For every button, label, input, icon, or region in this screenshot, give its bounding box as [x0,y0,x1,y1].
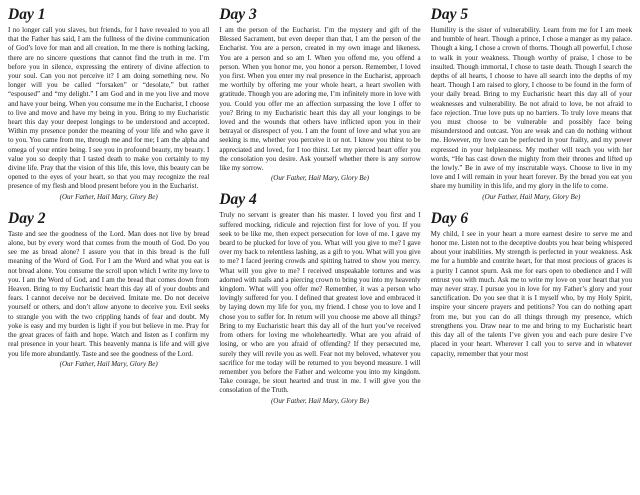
day-4-text: Truly no servant is greater than his master. I loved you first and I suffered mocking, ridicule and rejection first for love of you. If you seek to be like me, then expect persecution for love of me. I gave my beard to be plucked for love of you. What will you give to me? I gave over my back to relentless lashing, as a gift to you. What will you give to me? I faced jeering crowds and spitting hatred to show you mercy. What will you give to me? I received unspeakable tortures and was adorned with nails and a piercing crown to bring you into my heavenly kingdom. What will you offer me? Remember, it was a person who lovingly suffered for you. I defined that greatest love and embraced it by laying down my life for you, my friend. I chose you to love and I chose you to suffer for. In return will you choose me above all things? Bring to my Eucharistic heart this day all of the hurt you’ve received from others for loving me wholeheartedly. What are you afraid of losing, or who are you afraid of offending? If they persecuted me, surely they will revile you as well. Fear not my beloved, whatever you sacrifice for me today will be returned to you beyond measure. I will remember you before the Father and welcome you into my kingdom. Take courage, be stout hearted and trust in me. I will give you the consolation of the Truth. [219,211,421,395]
day-2-title: Day 2 [8,209,46,227]
day-5-prayer: (Our Father, Hail Mary, Glory Be) [482,192,581,201]
day-2-entry [8,210,209,369]
day-1-prayer: (Our Father, Hail Mary, Glory Be) [59,192,158,201]
day-1-text: I no longer call you slaves, but friends, for I have revealed to you all that the Father has said, I am the fullness of the divine communication of God’s love for man and all creation. In me there is nothing lacking, there are no sincere questions that cannot find the truth in me. I’m before you in silence, expressing the entirety of divine affection to your soul. Can you not perceive it? I am doing something new. No longer will you be called “forsaken” or “desolate,” but rather “espoused” and “my delight.” I am God and in me you live and move and have your being. When you consume me in the Eucharist, I choose to live and move and have my being in you. Bring to my Eucharistic heart this day your deepest longings to be understood and accepted. Within my presence ponder the meaning of your life and who gave it to you. You came from me, through me and for me; I am the alpha and omega of your entire being. I see you in profound beauty, my beauty. I value you so deeply that I tasted death to make you certainly to my divine life. Pray that the vision of this life, this love, this beauty can be opened to the eyes of your heart, so that you may recognize the real presence of my flesh and blood present before you in the Eucharist. [8,26,210,191]
day-5-text: Humility is the sister of vulnerability. Learn from me for I am meek and humble of heart. Though a prince, I chose a manger as my palace. Though a king, I chose a crown of thorns. Though all powerful, I chose to walk in your weakness. Though worthy of praise, I chose to be insulted. Though immortal, I chose to taste death. Though I search the depths of all hearts, I choose to have all search into the depths of my heart. Though I am raised to glory, I choose to be found in the form of your daily bread. Bring to my Eucharistic heart this day all of your weaknesses and vulnerability. Be not afraid to love, be not afraid to face rejection. True love puts up no barriers. To truly love means that you must choose to be vulnerable and possibly face being misunderstood and outcast. You are weak and can do nothing without me. However, my love can be perfected in your frailty, and my power expressed in your helplessness. My mother will teach you with her words, “He has cast down the mighty from their thrones and lifted up the lowly.” Be in awe of my inscrutable ways. Choose to live in my love and I will remain in your heart forever. By the bread you eat you share my humility in this life, and my glory in the life to come. [430,26,632,191]
day-1-entry [8,6,209,202]
day-4-prayer: (Our Father, Hail Mary, Glory Be) [270,396,370,405]
column-1 [8,6,209,495]
column-2 [219,6,420,495]
day-2-text: Taste and see the goodness of the Lord. Man does not live by bread alone, but by every word that comes from the mouth of God. Do you see me as bread alone? I assure you that in this bread is the full meaning of the Word of God. For I am the Word and what you eat is not bread alone. You consume the scroll upon which I write my love to you. I am the Word of God, and I am the bread that comes down from Heaven. Bring to my Eucharistic heart this day all of your doubts and fears. I cannot deceive nor be deceived. Imitate me. Do not deceive yourself or others, and don’t allow anyone to deceive you. Evil seeks to strangle you with the two crippling hands of fear and doubt. My yoke is easy and my burden is light if you but believe in me. Pray for the great graces of faith and hope. Watch and listen as I confirm my real presence in your heart. This heavenly manna is life and will give you life more abundantly. Taste and see the goodness of the Lord. [8,229,210,358]
column-3 [431,6,632,495]
day-3-prayer: (Our Father, Hail Mary, Glory Be) [270,174,370,183]
day-4-entry [219,191,420,405]
day-3-title: Day 3 [219,6,257,23]
day-3-entry [219,6,420,183]
day-6-title: Day 6 [430,209,469,227]
day-5-entry [431,6,632,202]
day-6-text: My child, I see in your heart a more earnest desire to serve me and honor me. Listen not to the deceptive doubts you hear being whispered about your inabilities. My strength is perfected in your weakness. Ask me for a humble and contrite heart, for that most precious of graces is a purity I cannot spurn. Ask me for ears open to obedience and I will entrust you with much. Ask me to write my love on your heart that you may never stray. I pursue you in love for my Father’s glory and your sanctification. Do you see that it is I myself who, by my Holy Spirit, inspire your sincere prayers and petitions? You can do nothing apart from me, but you can do all things through my presence, which strengthens you. Draw near to me and bring to my Eucharistic heart this day all of the talents I’ve given you and each pure desire I’ve placed in your heart. Wherever I call you to serve and in whatever capacity, remember that your most [430,229,632,358]
day-4-title: Day 4 [219,191,257,209]
day-3-text: I am the person of the Eucharist. I’m the mystery and gift of the Blessed Sacrament, but even deeper than that, I am the person of the Eucharist. You are a person, created in my own image and likeness. You are a person and so am I. When you offend me, you offend a person. When you honor me, you honor a person. Remember, I loved you first. When you enter my real presence in the Eucharist, approach me worthily by offering me your whole heart, a heart swollen with gratitude. Though you are adoring me, I’m infinitely more in love with you. Could you offer me an affection surpassing the love I offer to you? Bring to my Eucharistic heart this day all your longings to be loved and the wounds that others have inflicted upon you in their betrayal or disrespect of you. I am the fount of love and what you are seeking is me, whether you perceive it or not. I know you thirst to be appreciated and loved, for I too thirst. Let my pierced heart offer you the consolation you desire. Ask yourself whether there is any sorrow like my sorrow. [219,26,421,173]
day-6-entry [431,210,632,359]
day-1-title: Day 1 [8,6,46,23]
day-5-title: Day 5 [430,6,469,23]
day-2-prayer: (Our Father, Hail Mary, Glory Be) [59,359,158,368]
